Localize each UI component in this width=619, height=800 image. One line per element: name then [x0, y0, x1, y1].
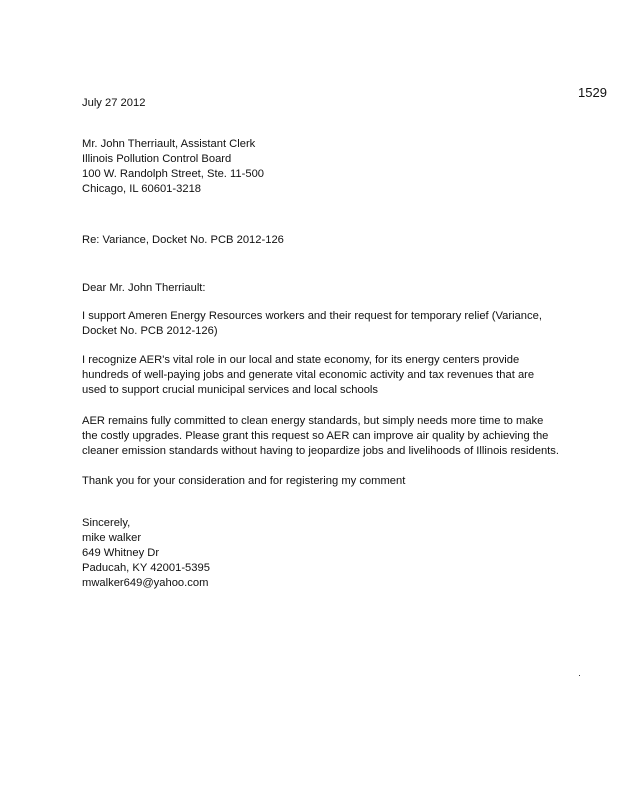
paragraph-line: Thank you for your consideration and for registering my comment [82, 475, 406, 487]
signature-block [82, 531, 582, 591]
paragraph-economy [82, 353, 582, 398]
paragraph-support [82, 309, 582, 339]
date-text: July 27 2012 [82, 97, 146, 109]
page-number: 1529 [578, 85, 607, 100]
recipient-line: Mr. John Therriault, Assistant Clerk [82, 138, 256, 150]
paragraph-line: AER remains fully committed to clean energy standards, but simply needs more time to make [82, 415, 544, 427]
recipient-address [82, 137, 582, 197]
recipient-line: Illinois Pollution Control Board [82, 153, 232, 165]
salutation-text: Dear Mr. John Therriault: [82, 282, 206, 294]
paragraph-line: I recognize AER's vital role in our local and state economy, for its energy centers provide [82, 354, 520, 366]
paragraph-line: Docket No. PCB 2012-126) [82, 325, 218, 337]
signature-name: mike walker [82, 532, 142, 544]
paragraph-standards [82, 414, 582, 459]
signature-email: mwalker649@yahoo.com [82, 577, 209, 589]
closing-text: Sincerely, [82, 517, 131, 529]
paragraph-line: I support Ameren Energy Resources workers and their request for temporary relief (Variance, [82, 310, 542, 322]
recipient-line: 100 W. Randolph Street, Ste. 11-500 [82, 168, 265, 180]
paragraph-line: used to support crucial municipal services and local schools [82, 384, 378, 396]
scan-speck [579, 675, 580, 676]
letter-date [82, 96, 582, 111]
recipient-line: Chicago, IL 60601-3218 [82, 183, 202, 195]
salutation [82, 281, 582, 296]
paragraph-line: cleaner emission standards without having to jeopardize jobs and livelihoods of Illinois residents. [82, 445, 559, 457]
re-text: Re: Variance, Docket No. PCB 2012-126 [82, 234, 284, 246]
paragraph-thanks [82, 474, 582, 489]
signature-street: 649 Whitney Dr [82, 547, 160, 559]
paragraph-line: hundreds of well-paying jobs and generate vital economic activity and tax revenues that are [82, 369, 535, 381]
subject-line [82, 233, 582, 248]
closing [82, 516, 582, 531]
paragraph-line: the costly upgrades. Please grant this request so AER can improve air quality by achieving the [82, 430, 549, 442]
signature-city: Paducah, KY 42001-5395 [82, 562, 210, 574]
